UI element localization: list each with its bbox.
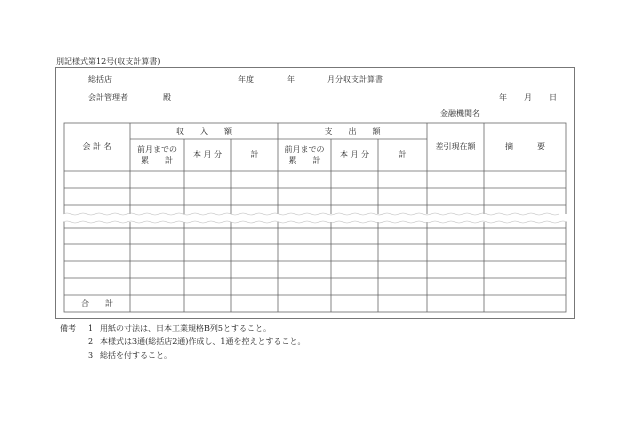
fiscal-year-label: 年度 [238, 75, 254, 84]
col-account-header: 会 計 名 [82, 142, 112, 151]
manager-label: 会計管理者 [88, 93, 128, 102]
col-income-group-header: 収 入 額 [176, 127, 232, 136]
note-1-text: 用紙の寸法は、日本工業規格B列5とすること。 [100, 324, 271, 333]
note-2-text: 本様式は3通(総括店2通)作成し、1通を控えとすること。 [100, 337, 306, 346]
note-1-number: 1 [88, 324, 94, 333]
year-label: 年 [287, 75, 295, 84]
form-title: 別記様式第12号(収支計算書) [56, 57, 161, 66]
note-2-number: 2 [88, 337, 94, 346]
income-prev-month-line2: 累 計 [141, 156, 173, 165]
grand-total-label: 合 計 [81, 299, 113, 308]
note-3-text: 総括を付すること。 [100, 351, 172, 360]
notes-prefix: 備考 [60, 324, 76, 333]
expense-total-header: 計 [398, 150, 407, 159]
income-total-header: 計 [250, 150, 259, 159]
expense-prev-month-line2: 累 計 [288, 156, 321, 165]
income-this-month-header: 本 月 分 [192, 150, 223, 159]
expense-this-month-header: 本 月 分 [339, 150, 370, 159]
honorific-label: 殿 [163, 93, 171, 102]
col-expense-group-header: 支 出 額 [324, 127, 381, 136]
date-day-label: 日 [549, 93, 557, 102]
date-year-label: 年 [499, 93, 507, 102]
office-label: 総括店 [88, 75, 112, 84]
date-month-label: 月 [524, 93, 532, 102]
expense-prev-month-line1: 前月までの [284, 145, 325, 154]
income-prev-month-line1: 前月までの [137, 145, 177, 154]
col-remarks-header: 摘 要 [505, 142, 545, 151]
report-title: 月分収支計算書 [327, 75, 383, 84]
bank-name-label: 金融機関名 [440, 109, 480, 118]
note-3-number: 3 [88, 351, 94, 360]
col-balance-header: 差引現在額 [435, 142, 476, 151]
